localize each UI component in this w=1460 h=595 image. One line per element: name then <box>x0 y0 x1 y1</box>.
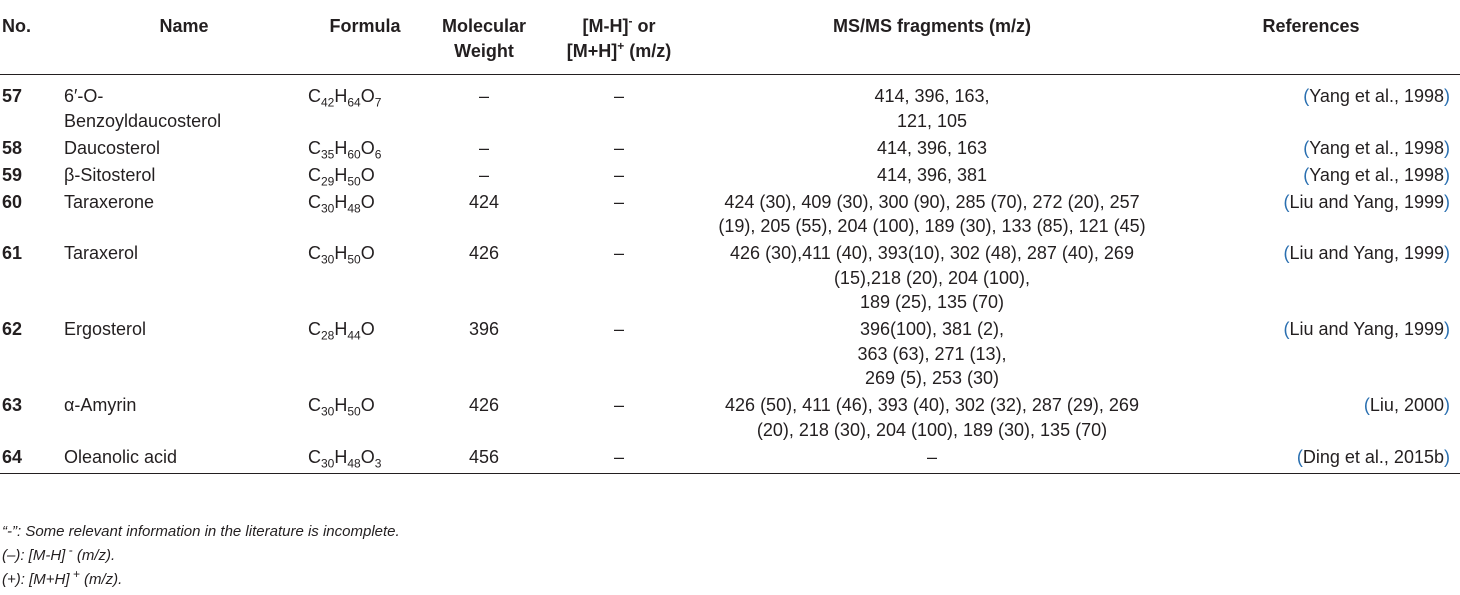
reference-link[interactable] <box>1284 243 1450 263</box>
molecular-weight: – <box>478 164 489 185</box>
compound-name-line: α-Amyrin <box>64 395 137 415</box>
formula-element: H <box>334 137 348 158</box>
reference-close-paren: ) <box>1444 395 1450 415</box>
compound-number: 61 <box>2 243 23 263</box>
reference <box>1170 75 1460 134</box>
compound-name-line: Benzoyldaucosterol <box>64 110 222 131</box>
header-molecular-weight <box>424 0 544 75</box>
compound-name-line: β-Sitosterol <box>64 164 156 185</box>
compound-number: 60 <box>2 191 23 212</box>
formula-element: O <box>360 191 375 212</box>
formula-element: C <box>308 137 321 158</box>
formula-element: O <box>360 243 375 263</box>
formula-element: H <box>334 446 348 467</box>
formula-subscript: 44 <box>347 328 361 343</box>
formula-element: C <box>308 164 321 185</box>
formula-element: O <box>360 395 375 415</box>
reference-close-paren: ) <box>1444 164 1450 185</box>
compound-formula <box>306 160 424 187</box>
reference-text: Yang et al., 1998 <box>1309 164 1444 185</box>
header-mw-line1: Molecular <box>441 16 527 36</box>
footnote-positive-ion <box>2 568 400 592</box>
footnote-positive-sup: + <box>69 567 80 581</box>
formula-subscript: 3 <box>374 456 382 471</box>
ms-fragments <box>694 133 1170 160</box>
formula-subscript: 48 <box>347 201 361 216</box>
compound-name <box>56 133 306 160</box>
header-ion-line2-sup: + <box>617 39 625 53</box>
ms-fragments <box>694 187 1170 239</box>
ms-fragments-line: 414, 396, 163 <box>876 137 988 158</box>
reference-text: Yang et al., 1998 <box>1309 86 1444 106</box>
formula-subscript: 64 <box>347 95 361 110</box>
formula-subscript: 29 <box>321 174 335 189</box>
footnote-negative-b: (m/z). <box>72 547 116 564</box>
ms-fragments-line: (15),218 (20), 204 (100), <box>833 267 1031 288</box>
compound-name-line: Taraxerol <box>64 243 139 263</box>
formula-element: H <box>334 86 348 106</box>
table-header <box>0 0 1460 75</box>
formula-element: H <box>334 319 348 339</box>
formula-element: O <box>360 164 375 185</box>
ion-mz: – <box>613 164 624 185</box>
table-row <box>0 239 1460 315</box>
table-row <box>0 75 1460 134</box>
formula-element: C <box>308 446 321 467</box>
ms-fragments-line: 121, 105 <box>896 110 968 131</box>
molecular-weight: – <box>478 86 489 106</box>
compound-name <box>56 315 306 391</box>
reference-close-paren: ) <box>1444 137 1450 158</box>
header-ion-line1-sup: - <box>628 14 633 28</box>
formula-element: O <box>360 446 375 467</box>
formula-subscript: 28 <box>321 328 335 343</box>
molecular-weight: 396 <box>468 319 500 339</box>
formula-subscript: 50 <box>347 174 361 189</box>
reference-close-paren: ) <box>1444 191 1450 212</box>
compound-number: 59 <box>2 164 23 185</box>
molecular-weight: 426 <box>468 395 500 415</box>
reference-open-paren: ( <box>1303 164 1310 185</box>
ms-fragments-line: 426 (30),411 (40), 393(10), 302 (48), 287 (40), 269 <box>730 243 1134 263</box>
reference-open-paren: ( <box>1363 395 1370 415</box>
formula-element: C <box>308 319 321 339</box>
formula-element: C <box>308 395 321 415</box>
ms-fragments-line: 424 (30), 409 (30), 300 (90), 285 (70), 272 (20), 257 <box>724 191 1140 212</box>
reference <box>1170 187 1460 239</box>
reference-link[interactable] <box>1303 138 1450 158</box>
footnote-positive-a: (+): [M+H] <box>2 571 70 588</box>
formula-element: C <box>308 86 321 106</box>
compound-name-line: Ergosterol <box>64 319 147 339</box>
ms-fragments-line: 189 (25), 135 (70) <box>859 292 1005 312</box>
molecular-weight: – <box>478 137 489 158</box>
compound-name-line: Daucosterol <box>64 137 161 158</box>
formula-element: H <box>334 191 348 212</box>
reference-close-paren: ) <box>1444 86 1450 106</box>
formula-subscript: 50 <box>347 404 361 419</box>
footnote-incomplete: “-”: Some relevant information in the literature is incomplete. <box>2 523 400 540</box>
formula-subscript: 35 <box>321 147 335 162</box>
header-ion-line2-a: [M+H] <box>566 41 618 61</box>
header-ms-fragments: MS/MS fragments (m/z) <box>694 0 1170 75</box>
header-ion-line1-a: [M-H] <box>582 16 629 36</box>
ion-mz: – <box>613 137 624 158</box>
reference <box>1170 160 1460 187</box>
reference-link[interactable] <box>1303 165 1450 185</box>
table-row <box>0 442 1460 474</box>
formula-element: H <box>334 243 348 263</box>
formula-subscript: 30 <box>321 252 335 267</box>
reference-text: Ding et al., 2015b <box>1302 446 1444 467</box>
header-ion-line1-b: or <box>632 16 656 36</box>
compound-formula <box>306 75 424 134</box>
table-body <box>0 75 1460 474</box>
reference <box>1170 391 1460 443</box>
footnote-negative-a: (–): [M-H] <box>2 547 66 564</box>
ms-fragments-line: 414, 396, 163, <box>874 86 990 106</box>
formula-subscript: 30 <box>321 456 335 471</box>
reference-link[interactable] <box>1284 319 1450 339</box>
reference-close-paren: ) <box>1444 446 1450 467</box>
molecular-weight: 456 <box>424 442 544 474</box>
compound-name-line: Taraxerone <box>64 191 155 212</box>
formula-element: O <box>360 319 375 339</box>
header-ion <box>544 0 694 75</box>
table-row <box>0 187 1460 239</box>
header-mw-line2: Weight <box>454 41 514 61</box>
reference-open-paren: ( <box>1283 191 1290 212</box>
reference-open-paren: ( <box>1283 319 1290 339</box>
formula-element: C <box>308 243 321 263</box>
reference-link[interactable] <box>1297 447 1450 467</box>
ms-fragments-line: 363 (63), 271 (13), <box>857 343 1007 364</box>
compound-formula <box>306 315 424 391</box>
ion-mz: – <box>613 86 624 106</box>
reference-open-paren: ( <box>1303 137 1310 158</box>
formula-subscript: 6 <box>374 147 382 162</box>
molecular-weight: 426 <box>468 243 500 263</box>
formula-subscript: 42 <box>321 95 335 110</box>
table-row <box>0 133 1460 160</box>
formula-subscript: 7 <box>374 95 382 110</box>
compound-name <box>56 442 306 474</box>
compound-formula <box>306 391 424 443</box>
reference-text: Liu and Yang, 1999 <box>1289 243 1444 263</box>
table-footnotes <box>2 520 400 592</box>
ion-mz: – <box>613 395 624 415</box>
reference <box>1170 239 1460 315</box>
header-no: No. <box>0 0 56 75</box>
ms-fragments <box>694 160 1170 187</box>
reference <box>1170 133 1460 160</box>
reference-text: Liu and Yang, 1999 <box>1289 191 1444 212</box>
reference-link[interactable] <box>1364 395 1450 415</box>
header-references: References <box>1170 0 1460 75</box>
formula-element: O <box>360 137 375 158</box>
ms-fragments <box>694 391 1170 443</box>
formula-element: H <box>334 164 348 185</box>
formula-subscript: 30 <box>321 201 335 216</box>
compound-formula <box>306 239 424 315</box>
compound-number: 62 <box>2 319 23 339</box>
header-row <box>0 0 1460 75</box>
table-row <box>0 160 1460 187</box>
compound-name <box>56 187 306 239</box>
footnote-negative-sup: - <box>65 543 73 557</box>
ion-mz: – <box>613 319 624 339</box>
formula-subscript: 48 <box>347 456 361 471</box>
compound-name <box>56 239 306 315</box>
formula-element: O <box>360 86 375 106</box>
ms-fragments-line: – <box>926 446 937 467</box>
ion-mz: – <box>613 191 624 212</box>
compound-name <box>56 160 306 187</box>
ms-fragments-line: 396(100), 381 (2), <box>859 319 1005 339</box>
ms-fragments-line: (20), 218 (30), 204 (100), 189 (30), 135 (70) <box>756 419 1108 440</box>
table-row <box>0 391 1460 443</box>
compound-formula <box>306 133 424 160</box>
reference-link[interactable] <box>1303 86 1450 106</box>
compound-number: 57 <box>2 86 23 106</box>
table-row <box>0 315 1460 391</box>
compound-formula <box>306 187 424 239</box>
compound-number: 64 <box>0 442 56 474</box>
compound-number: 58 <box>2 137 23 158</box>
reference-text: Liu and Yang, 1999 <box>1289 319 1444 339</box>
formula-subscript: 60 <box>347 147 361 162</box>
reference-open-paren: ( <box>1296 446 1303 467</box>
ms-fragments <box>694 239 1170 315</box>
footnote-positive-b: (m/z). <box>79 571 123 588</box>
reference-open-paren: ( <box>1303 86 1310 106</box>
formula-element: H <box>334 395 348 415</box>
ms-fragments <box>694 75 1170 134</box>
reference <box>1170 442 1460 474</box>
ms-fragments <box>694 315 1170 391</box>
compound-name <box>56 391 306 443</box>
header-ion-line2-b: (m/z) <box>624 41 672 61</box>
ms-fragments-line: 414, 396, 381 <box>876 164 988 185</box>
ion-mz: – <box>544 442 694 474</box>
compound-name-line: 6′-O- <box>64 86 104 106</box>
reference-close-paren: ) <box>1444 243 1450 263</box>
formula-subscript: 30 <box>321 404 335 419</box>
ms-fragments-line: 426 (50), 411 (46), 393 (40), 302 (32), 287 (29), 269 <box>725 395 1139 415</box>
ms-fragments-line: (19), 205 (55), 204 (100), 189 (30), 133 (85), 121 (45) <box>718 216 1146 236</box>
compound-number: 63 <box>2 395 23 415</box>
footnote-negative-ion <box>2 544 400 568</box>
reference <box>1170 315 1460 391</box>
reference-open-paren: ( <box>1283 243 1290 263</box>
molecular-weight: 424 <box>468 191 500 212</box>
reference-text: Yang et al., 1998 <box>1309 137 1444 158</box>
ion-mz: – <box>613 243 624 263</box>
ms-fragments-line: 269 (5), 253 (30) <box>864 368 1000 388</box>
ms-fragments <box>694 442 1170 474</box>
compound-name-line: Oleanolic acid <box>64 446 178 467</box>
formula-subscript: 50 <box>347 252 361 267</box>
formula-element: C <box>308 191 321 212</box>
header-formula: Formula <box>306 0 424 75</box>
reference-close-paren: ) <box>1444 319 1450 339</box>
reference-text: Liu, 2000 <box>1369 395 1444 415</box>
compound-name <box>56 75 306 134</box>
compound-formula <box>306 442 424 474</box>
header-name: Name <box>56 0 306 75</box>
reference-link[interactable] <box>1284 192 1450 212</box>
